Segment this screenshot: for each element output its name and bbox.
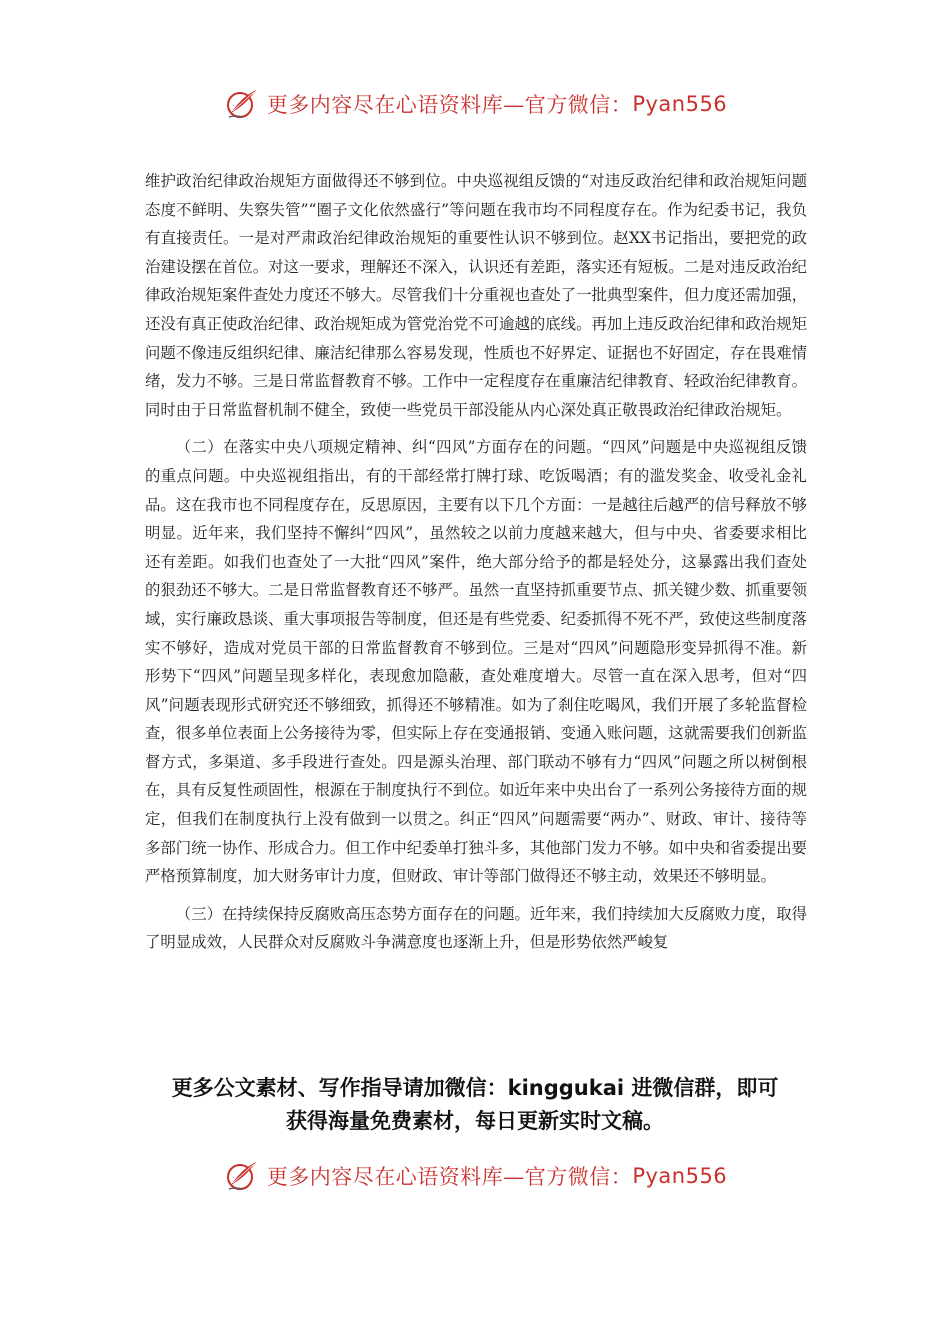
- banner-inner-bottom: [223, 1156, 727, 1196]
- paragraph-2: （二）在落实中央八项规定精神、纠“四风”方面存在的问题。“四风”问题是中央巡视组反馈的重点问题。中央巡视组指出，有的干部经常打牌打球、吃饭喝酒；有的滥发奖金、收受礼金礼品。这在我市也不同程度存在，反思原因，主要有以下几个方面：一是越往后越严的信号释放不够明显。近年来，我们坚持不懈纠“四风”，虽然较之以前力度越来越大，但与中央、省委要求相比还有差距。如我们也查处了一大批“四风”案件，绝大部分给予的都是轻处分，这暴露出我们查处的狠劲还不够大。二是日常监督教育还不够严。虽然一直坚持抓重要节点、抓关键少数、抓重要领域，实行廉政恳谈、重大事项报告等制度，但还是有些党委、纪委抓得不死不严，致使这些制度落实不够好，造成对党员干部的日常监督教育不够到位。三是对“四风”问题隐形变异抓得不准。新形势下“四风”问题呈现多样化，表现愈加隐蔽，查处难度增大。尽管一直在深入思考，但对“四风”问题表现形式研究还不够细致，抓得还不够精准。如为了刹住吃喝风，我们开展了多轮监督检查，很多单位表面上公务接待为零，但实际上存在变通报销、变通入账问题，这就需要我们创新监督方式，多渠道、多手段进行查处。四是源头治理、部门联动不够有力“四风”问题之所以树倒根在，具有反复性顽固性，根源在于制度执行不到位。如近年来中央出台了一系列公务接待方面的规定，但我们在制度执行上没有做到一以贯之。纠正“四风”问题需要“两办”、财政、审计、接待等多部门统一协作、形成合力。但工作中纪委单打独斗多，其他部门发力不够。如中央和省委提出要严格预算制度，加大财务审计力度，但财政、审计等部门做得还不够主动，效果还不够明显。: [145, 438, 807, 886]
- banner-text: 更多内容尽在心语资料库—官方微信：: [266, 93, 633, 117]
- paragraph-3: （三）在持续保持反腐败高压态势方面存在的问题。近年来，我们持续加大反腐败力度，取得了明显成效，人民群众对反腐败斗争满意度也逐渐上升，但是形势依然严峻复: [145, 904, 807, 952]
- footer-watermark-banner: [0, 1154, 950, 1198]
- promo-notice: [100, 1072, 850, 1138]
- banner-text-bottom: 更多内容尽在心语资料库—官方微信：: [266, 1165, 633, 1189]
- paragraph-1: 维护政治纪律政治规矩方面做得还不够到位。中央巡视组反馈的“对违反政治纪律和政治规矩问题态度不鲜明、失察失管”“圈子文化依然盛行”等问题在我市均不同程度存在。作为纪委书记，我负有直接责任。一是对严肃政治纪律政治规矩的重要性认识不够到位。赵XX书记指出，要把党的政治建设摆在首位。对这一要求，理解还不深入，认识还有差距，落实还有短板。二是对违反政治纪律政治规矩案件查处力度还不够大。尽管我们十分重视也查处了一批典型案件，但力度还需加强，还没有真正使政治纪律、政治规矩成为管党治党不可逾越的底线。再加上违反政治纪律和政治规矩问题不像违反组织纪律、廉洁纪律那么容易发现，性质也不好界定、证据也不好固定，存在畏难情绪，发力不够。三是日常监督教育不够。工作中一定程度存在重廉洁纪律教育、轻政治纪律教育。同时由于日常监督机制不健全，致使一些党员干部没能从内心深处真正敬畏政治纪律政治规矩。: [145, 172, 807, 419]
- pen-logo-icon: [223, 84, 263, 124]
- promo-line-2: 获得海量免费素材，每日更新实时文稿。: [286, 1109, 664, 1133]
- document-body: [145, 167, 807, 957]
- promo-line-1: 更多公文素材、写作指导请加微信：kinggukai 进微信群，即可: [171, 1076, 779, 1100]
- header-watermark-banner: [0, 82, 950, 126]
- banner-inner: [223, 84, 727, 124]
- banner-wechat-id: Pyan556: [632, 92, 728, 116]
- banner-wechat-id-bottom: Pyan556: [632, 1164, 728, 1188]
- pen-logo-icon: [223, 1156, 263, 1196]
